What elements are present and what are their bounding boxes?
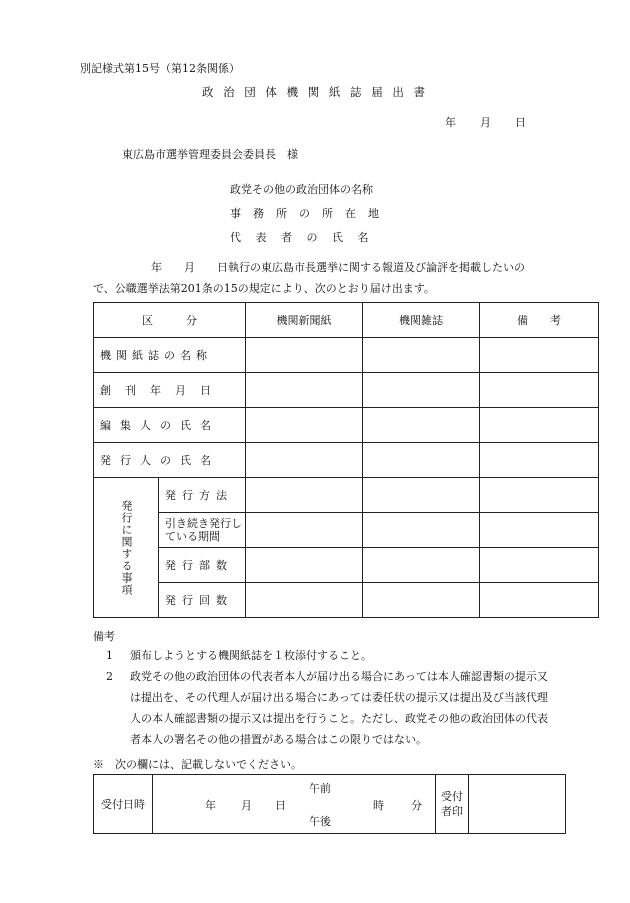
table-row [94,478,599,513]
org-office-label: 事務所の所在地 [230,207,391,220]
remark-number: 2 [106,670,113,683]
cell-magazine-founded[interactable] [363,373,480,408]
cell-remarks-founded[interactable] [480,373,599,408]
cell-newspaper-copies[interactable] [246,548,363,583]
cell-magazine-times[interactable] [363,583,480,618]
date-day: 日 [515,116,526,129]
table-row [94,338,599,373]
cell-newspaper-times[interactable] [246,583,363,618]
table-row [94,443,599,478]
header-remarks: 備 考 [480,303,599,338]
table-row [94,583,599,618]
cell-magazine-name[interactable] [363,338,480,373]
cell-remarks-times[interactable] [480,583,599,618]
row-label-period: 引き続き発行している期間 [159,513,246,548]
remark-text: 政党その他の政治団体の代表者本人が届け出る場合にあっては本人確認書類の提示又は提出を、その代理人が届け出る場合にあっては委任状の提示又は提出及び当該代理人の本人確認書類の提示又は提出を行うこと。ただし、政党その他の政治団体の代表者本人の署名その他の措置がある場合はこの限りではない。 [130,670,548,746]
date-year: 年 [445,116,456,129]
remarks-list [106,645,556,750]
cell-newspaper-editor[interactable] [246,408,363,443]
receipt-datetime-cell [153,775,436,834]
cell-newspaper-method[interactable] [246,478,363,513]
row-label-times: 発行回数 [159,583,246,618]
row-label-editor: 編集人の氏名 [94,408,246,443]
cell-magazine-publisher[interactable] [363,443,480,478]
list-item [106,645,556,666]
table-row [94,408,599,443]
cell-newspaper-name[interactable] [246,338,363,373]
header-newspaper: 機関新聞紙 [246,303,363,338]
remark-text: 頒布しようとする機関紙誌を１枚添付すること。 [130,649,372,662]
group-label-cell [94,478,159,618]
organization-block [230,178,391,250]
intro-paragraph [93,257,563,299]
header-category: 区 分 [94,303,246,338]
receipt-am: 午前 [309,782,331,795]
receipt-stamp-box [469,775,566,834]
form-number: 別記様式第15号（第12条関係） [80,62,240,75]
cell-remarks-method[interactable] [480,478,599,513]
cell-remarks-period[interactable] [480,513,599,548]
intro-line-2: で、公職選挙法第201条の15の規定により、次のとおり届け出ます。 [93,282,435,295]
remarks-title: 備考 [93,630,115,643]
row-label-founded: 創刊年月日 [94,373,246,408]
receipt-hour: 時 [373,799,384,812]
cell-remarks-name[interactable] [480,338,599,373]
group-label: 発行に関する事項 [120,499,133,596]
cell-remarks-copies[interactable] [480,548,599,583]
cell-newspaper-period[interactable] [246,513,363,548]
row-label-publisher: 発行人の氏名 [94,443,246,478]
table-header-row [94,303,599,338]
intro-line-1: 年 月 日執行の東広島市長選挙に関する報道及び論評を掲載したいの [151,261,525,274]
receipt-month: 月 [241,799,252,812]
header-magazine: 機関雑誌 [363,303,480,338]
org-rep-label: 代表者の氏名 [230,231,383,244]
receipt-label: 受付日時 [94,775,153,834]
cell-magazine-method[interactable] [363,478,480,513]
registration-table [93,302,599,618]
receipt-stamp-label: 受付者印 [436,775,469,834]
addressee: 東広島市選挙管理委員会委員長 様 [122,148,298,161]
receipt-table [93,774,566,834]
remark-number: 1 [106,649,113,662]
table-row [94,373,599,408]
cell-remarks-publisher[interactable] [480,443,599,478]
cell-remarks-editor[interactable] [480,408,599,443]
office-use-notice: ※ 次の欄には、記載しないでください。 [93,758,302,771]
cell-magazine-editor[interactable] [363,408,480,443]
receipt-minute: 分 [411,799,422,812]
receipt-day: 日 [275,799,286,812]
row-label-copies: 発行部数 [159,548,246,583]
receipt-pm: 午後 [309,815,331,828]
receipt-year: 年 [205,799,216,812]
cell-magazine-period[interactable] [363,513,480,548]
table-row [94,548,599,583]
cell-magazine-copies[interactable] [363,548,480,583]
org-name-label: 政党その他の政治団体の名称 [230,183,373,196]
submission-date [445,114,526,130]
row-label-method: 発行方法 [159,478,246,513]
list-item [106,666,556,750]
row-label-name: 機関紙誌の名称 [94,338,246,373]
cell-newspaper-publisher[interactable] [246,443,363,478]
document-title: 政 治 団 体 機 関 紙 誌 届 出 書 [201,85,429,99]
table-row [94,513,599,548]
cell-newspaper-founded[interactable] [246,373,363,408]
date-month: 月 [480,116,491,129]
